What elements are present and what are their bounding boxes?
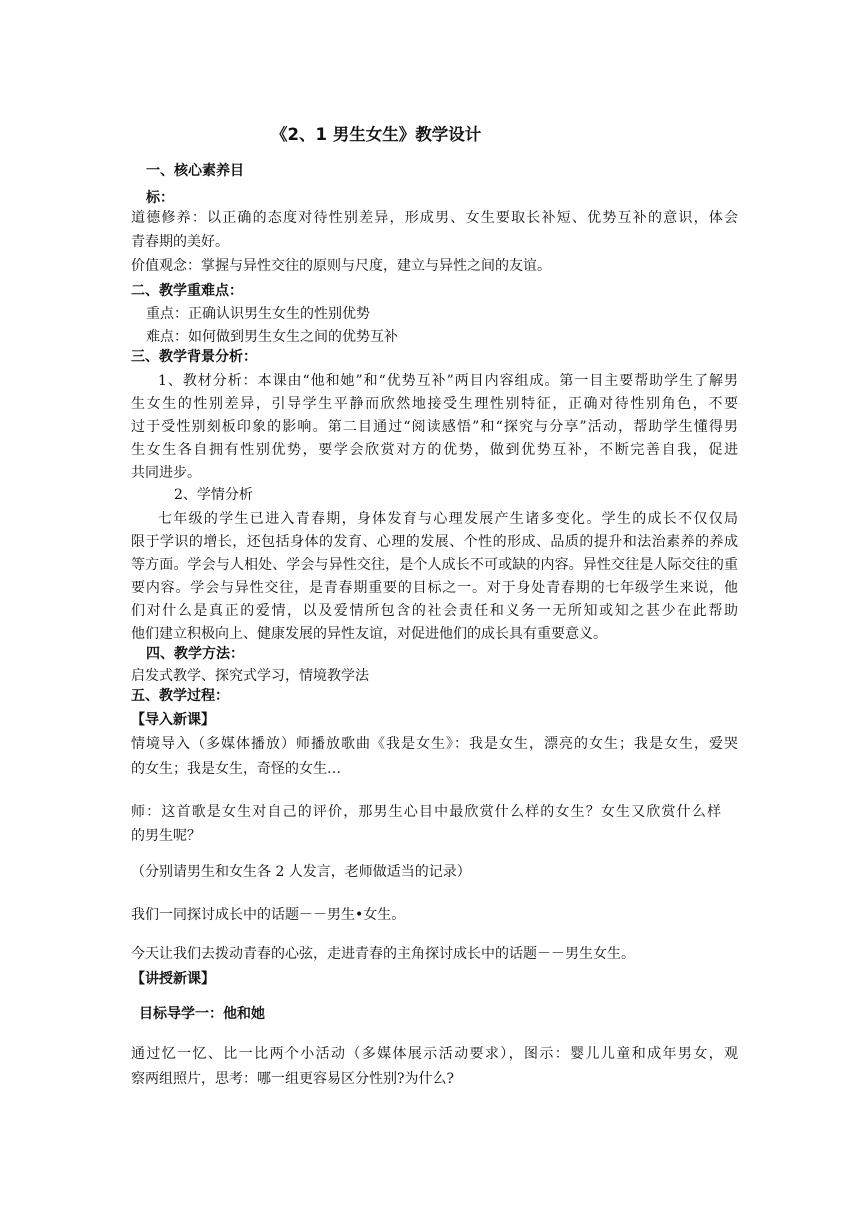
key-point-text: 重点：正确认识男生女生的性别优势 (146, 306, 370, 322)
page-title: 《2、1 男生女生》教学设计 (271, 125, 482, 144)
student-analysis-line: 等方面。学会与人相处、学会与异性交往，是个人成长不可或缺的内容。异性交往是人际交往的重 (131, 557, 738, 573)
teacher-question-cont: 的男生呢？ (131, 828, 201, 844)
section-heading-core-goals-cont: 标： (146, 190, 174, 206)
student-analysis-line: 们对什么是真正的爱情，以及爱情所包含的社会责任和义务一无所知或知之甚少在此帮助 (131, 603, 738, 619)
activity-text-cont: 察两组照片，思考：哪一组更容易区分性别?为什么? (131, 1071, 455, 1087)
intro-text-cont: 的女生；我是女生，奇怪的女生… (131, 761, 341, 777)
goal-one-heading: 目标导学一：他和她 (139, 1006, 265, 1022)
subheading-student-analysis: 2、学情分析 (174, 487, 253, 503)
student-analysis-line: 限于学识的增长，还包括身体的发育、心理的发展、个性的形成、品质的提升和法治素养的养成 (131, 534, 738, 550)
today-text: 今天让我们去拨动青春的心弦，走进青春的主角探讨成长中的话题－－男生女生。 (131, 946, 635, 962)
section-heading-core-goals: 一、核心素养目 (146, 163, 244, 179)
textbook-analysis-line: 共同进步。 (131, 465, 201, 481)
textbook-analysis-line: 过于受性别刻板印象的影响。第二目通过“阅读感悟”和“探究与分享”活动，帮助学生懂得男 (131, 419, 738, 435)
teacher-question: 师：这首歌是女生对自己的评价，那男生心目中最欣赏什么样的女生？女生又欣赏什么样 (131, 804, 721, 820)
paragraph-moral-cont: 青春期的美好。 (131, 234, 229, 250)
explore-text: 我们一同探讨成长中的话题－－男生•女生。 (131, 907, 406, 923)
section-heading-key-points: 二、教学重难点： (131, 283, 243, 299)
paragraph-values: 价值观念：掌握与异性交往的原则与尺度，建立与异性之间的友谊。 (131, 258, 551, 274)
new-lesson-heading: 【讲授新课】 (131, 971, 215, 987)
textbook-analysis-line: 1、教材分析：本课由“他和她”和“优势互补”两目内容组成。第一目主要帮助学生了解男 (158, 373, 738, 389)
activity-text: 通过忆一忆、比一比两个小活动（多媒体展示活动要求），图示：婴儿儿童和成年男女，观 (131, 1046, 738, 1062)
student-analysis-line: 他们建立积极向上、健康发展的异性友谊，对促进他们的成长具有重要意义。 (131, 626, 607, 642)
textbook-analysis-line: 生女生各自拥有性别优势，要学会欣赏对方的优势，做到优势互补，不断完善自我，促进 (131, 442, 738, 458)
section-heading-methods: 四、教学方法： (146, 646, 244, 662)
activity-note: （分别请男生和女生各 2 人发言，老师做适当的记录） (131, 864, 471, 880)
section-heading-background: 三、教学背景分析： (131, 349, 257, 365)
intro-text: 情境导入（多媒体播放）师播放歌曲《我是女生》：我是女生，漂亮的女生；我是女生，爱哭 (131, 736, 738, 752)
section-heading-process: 五、教学过程： (131, 688, 229, 704)
student-analysis-line: 要内容。学会与异性交往，是青春期重要的目标之一。对于身处青春期的七年级学生来说，他 (131, 580, 738, 596)
textbook-analysis-line: 生女生的性别差异，引导学生平静而欣然地接受生理性别特征，正确对待性别角色，不要 (131, 396, 738, 412)
paragraph-moral: 道德修养：以正确的态度对待性别差异，形成男、女生要取长补短、优势互补的意识，体会 (131, 210, 738, 226)
methods-text: 启发式教学、探究式学习，情境教学法 (131, 668, 369, 684)
difficult-point-text: 难点：如何做到男生女生之间的优势互补 (146, 329, 398, 345)
intro-heading: 【导入新课】 (131, 712, 215, 728)
student-analysis-line: 七年级的学生已进入青春期，身体发育与心理发展产生诸多变化。学生的成长不仅仅局 (158, 511, 738, 527)
